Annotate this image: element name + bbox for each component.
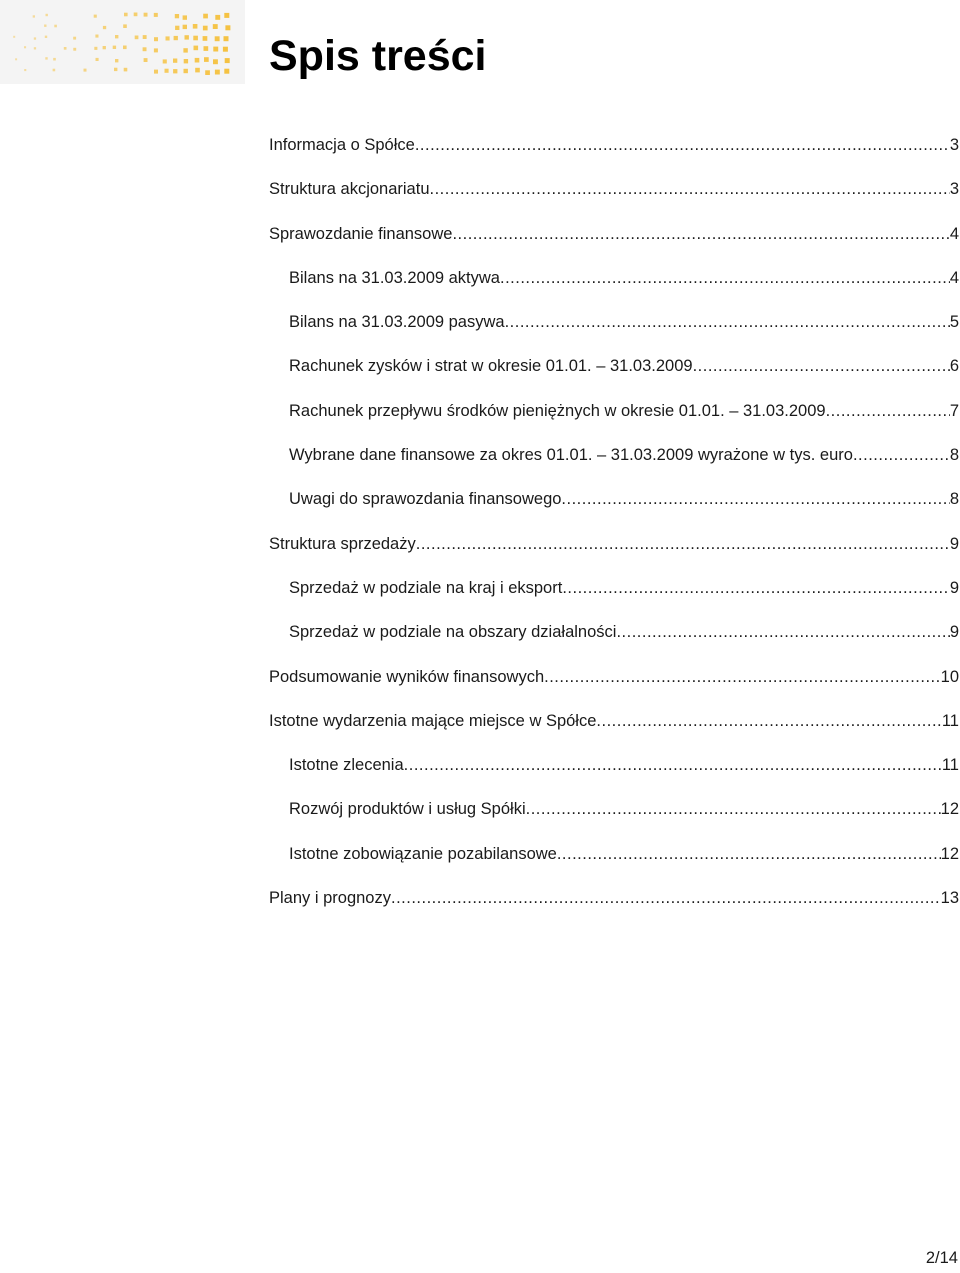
- toc-entry-label: Istotne zlecenia: [289, 756, 404, 775]
- toc-entry-label: Sprzedaż w podziale na obszary działalności: [289, 623, 617, 642]
- toc-entry[interactable]: [269, 572, 959, 616]
- toc-entry-label: Rozwój produktów i usług Spółki: [289, 800, 526, 819]
- logo-dot: [73, 37, 76, 40]
- toc-entry[interactable]: [269, 749, 959, 793]
- logo-dot: [34, 47, 36, 49]
- logo-dot: [205, 70, 210, 75]
- logo-dot: [224, 13, 229, 18]
- toc-dot-leader: [557, 838, 941, 870]
- toc-dot-leader: [416, 528, 950, 560]
- toc-entry-label: Sprawozdanie finansowe: [269, 224, 453, 243]
- logo-dot: [165, 69, 169, 73]
- logo-dot: [44, 25, 46, 27]
- toc-entry[interactable]: [269, 528, 959, 572]
- logo-dot: [64, 47, 67, 50]
- company-logo: [0, 0, 245, 84]
- logo-dot: [184, 69, 188, 73]
- logo-dot: [195, 68, 200, 73]
- logo-dot: [24, 69, 26, 71]
- logo-dot: [124, 68, 128, 72]
- logo-dot: [135, 36, 139, 40]
- logo-dot: [24, 46, 26, 48]
- toc-entry[interactable]: [269, 616, 959, 660]
- logo-dot: [184, 59, 188, 63]
- toc-entry-label: Informacja o Spółce: [269, 136, 415, 154]
- toc-entry[interactable]: [269, 218, 959, 262]
- toc-entry-label: Uwagi do sprawozdania finansowego: [289, 490, 562, 509]
- logo-dot: [45, 36, 47, 38]
- toc-entry-page: 5: [949, 313, 959, 332]
- logo-dot: [123, 24, 127, 28]
- logo-dot: [193, 36, 198, 41]
- logo-dot: [154, 37, 158, 41]
- logo-dot: [103, 26, 106, 29]
- toc-entry-page: 12: [940, 800, 959, 819]
- logo-dot: [143, 35, 147, 39]
- toc-entry-page: 10: [940, 667, 959, 686]
- toc-entry-page: 4: [949, 268, 959, 287]
- toc-dot-leader: [500, 262, 950, 294]
- logo-dot: [115, 35, 118, 38]
- toc-entry-page: 4: [949, 224, 959, 243]
- toc-entry-page: 12: [940, 844, 959, 863]
- toc-entry-page: 8: [949, 446, 959, 465]
- logo-dot: [225, 25, 230, 30]
- logo-dot: [45, 57, 47, 59]
- logo-dot: [204, 57, 209, 62]
- logo-dot: [213, 24, 218, 29]
- logo-dot: [53, 58, 56, 61]
- logo-dot: [213, 59, 218, 64]
- toc-entry[interactable]: [269, 483, 959, 527]
- logo-dot: [183, 48, 187, 52]
- toc-entry[interactable]: [269, 262, 959, 306]
- logo-dot: [175, 14, 179, 18]
- logo-dot: [15, 58, 17, 60]
- toc-entry-page: 8: [949, 490, 959, 509]
- page-number: 2/14: [925, 1249, 958, 1267]
- toc-entry-page: 7: [949, 401, 959, 420]
- logo-dot: [113, 46, 116, 49]
- logo-dot: [103, 46, 106, 49]
- logo-dot: [95, 35, 98, 38]
- logo-dot: [185, 35, 189, 39]
- logo-dot: [144, 58, 148, 62]
- logo-dot: [34, 37, 36, 39]
- toc-entry[interactable]: [269, 129, 959, 173]
- toc-entry-page: 6: [949, 357, 959, 376]
- toc-entry-label: Rachunek przepływu środków pieniężnych w okresie 01.01. – 31.03.2009: [289, 401, 826, 420]
- logo-dot: [224, 69, 229, 74]
- logo-dot: [204, 46, 209, 51]
- logo-dot: [114, 68, 117, 71]
- toc-entry[interactable]: [269, 306, 959, 350]
- logo-dot: [203, 14, 208, 19]
- toc-entry-label: Struktura sprzedaży: [269, 534, 416, 553]
- toc-dot-leader: [596, 705, 941, 737]
- toc-dot-leader: [505, 306, 950, 338]
- toc-entry-label: Istotne zobowiązanie pozabilansowe: [289, 844, 557, 863]
- logo-dot: [215, 15, 220, 20]
- logo-dot: [173, 69, 177, 73]
- logo-dot: [194, 46, 199, 51]
- toc-entry[interactable]: [269, 350, 959, 394]
- logo-dot: [183, 25, 187, 29]
- logo-dot: [154, 70, 158, 74]
- toc-dot-leader: [430, 173, 950, 205]
- logo-dot: [53, 69, 56, 72]
- logo-dot: [144, 13, 148, 17]
- page-title: Spis treści: [269, 32, 487, 80]
- logo-dot: [195, 58, 200, 63]
- toc-dot-leader: [826, 395, 950, 427]
- toc-entry-page: 11: [941, 756, 959, 775]
- logo-dot: [166, 36, 170, 40]
- logo-dot: [154, 13, 158, 17]
- logo-dot: [94, 15, 97, 18]
- toc-entry[interactable]: [269, 173, 959, 217]
- logo-dot: [115, 59, 118, 62]
- toc-dot-leader: [562, 572, 950, 604]
- toc-dot-leader: [452, 218, 949, 250]
- toc-entry-page: 13: [940, 889, 959, 908]
- toc-dot-leader: [415, 129, 950, 161]
- toc-entry-page: 9: [949, 534, 959, 553]
- logo-dot: [124, 13, 128, 17]
- toc-entry-label: Rachunek zysków i strat w okresie 01.01. – 31.03.2009: [289, 357, 693, 376]
- toc-entry-label: Struktura akcjonariatu: [269, 180, 430, 199]
- toc-entry[interactable]: [269, 882, 959, 926]
- toc-entry-page: 9: [949, 623, 959, 642]
- toc-entry-label: Istotne wydarzenia mające miejsce w Spółce: [269, 711, 597, 730]
- toc-entry[interactable]: [269, 439, 959, 483]
- toc-entry[interactable]: [269, 793, 959, 837]
- toc-entry-page: 3: [949, 136, 959, 154]
- toc-entry-page: 9: [949, 578, 959, 597]
- toc-entry-label: Plany i prognozy: [269, 889, 391, 908]
- logo-dot: [73, 48, 76, 51]
- toc-dot-leader: [404, 749, 942, 781]
- toc-entry[interactable]: [269, 661, 959, 705]
- toc-entry[interactable]: [269, 838, 959, 882]
- logo-dot: [174, 36, 178, 40]
- toc-dot-leader: [616, 616, 949, 648]
- toc-dot-leader: [544, 661, 941, 693]
- toc-entry-page: 3: [949, 180, 959, 199]
- toc-entry-label: Podsumowanie wyników finansowych: [269, 667, 545, 686]
- logo-dot: [143, 47, 147, 51]
- logo-dot: [223, 47, 228, 52]
- toc-entry-label: Bilans na 31.03.2009 aktywa: [289, 268, 500, 287]
- logo-dot: [96, 58, 99, 61]
- logo-dot: [84, 69, 87, 72]
- logo-dot: [225, 58, 230, 63]
- toc-dot-leader: [526, 793, 941, 825]
- logo-dot: [33, 15, 35, 17]
- logo-dot: [173, 59, 177, 63]
- toc-entry-label: Sprzedaż w podziale na kraj i eksport: [289, 578, 563, 597]
- logo-dot: [163, 59, 167, 63]
- toc-entry-page: 11: [941, 711, 959, 730]
- logo-dot: [203, 26, 208, 31]
- logo-dot: [175, 26, 179, 30]
- toc-dot-leader: [853, 439, 950, 471]
- logo-dot: [215, 36, 220, 41]
- logo-dot: [193, 24, 198, 29]
- table-of-contents: [269, 129, 959, 926]
- toc-dot-leader: [693, 350, 950, 382]
- logo-dot: [123, 46, 127, 50]
- logo-dot: [13, 36, 15, 38]
- toc-entry[interactable]: [269, 395, 959, 439]
- logo-dot: [134, 13, 138, 17]
- toc-dot-leader: [391, 882, 941, 914]
- logo-dot: [183, 15, 187, 19]
- logo-dot: [94, 47, 97, 50]
- logo-dot: [154, 48, 158, 52]
- toc-dot-leader: [561, 483, 949, 515]
- logo-dot: [54, 25, 57, 28]
- toc-entry[interactable]: [269, 705, 959, 749]
- logo-dot: [224, 36, 229, 41]
- logo-dot: [46, 14, 48, 16]
- logo-dot: [203, 36, 208, 41]
- logo-dot: [213, 47, 218, 52]
- toc-entry-label: Wybrane dane finansowe za okres 01.01. – 31.03.2009 wyrażone w tys. euro: [289, 446, 853, 465]
- logo-dot: [215, 70, 220, 75]
- toc-entry-label: Bilans na 31.03.2009 pasywa: [289, 313, 505, 332]
- dotted-logo-graphic: [0, 0, 245, 84]
